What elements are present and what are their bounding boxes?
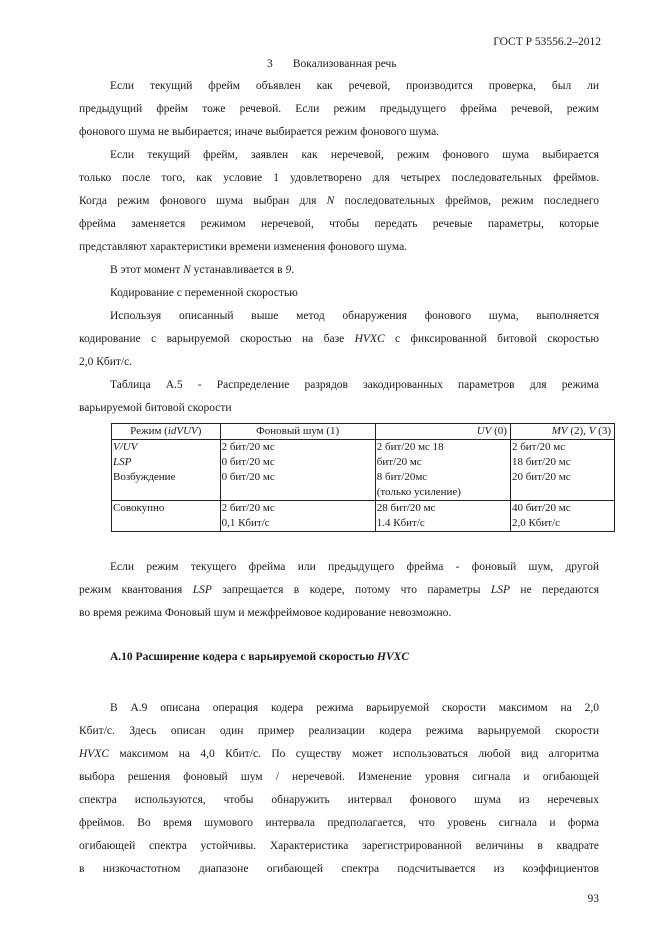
bit-allocation-table bbox=[111, 423, 615, 532]
cell-line: 28 бит/20 мс bbox=[376, 502, 436, 514]
table-cell bbox=[510, 440, 614, 501]
text-segment: В этот момент bbox=[110, 264, 184, 276]
paragraph-line: в низкочастотном диапазоне огибающей спектра подсчитывается из коэффициентов bbox=[79, 863, 599, 875]
paragraph-line: только после того, как условие 1 удовлетворено для четырех последовательных фреймов. bbox=[79, 172, 599, 184]
cell-line: 1.4 Кбит/с bbox=[376, 517, 425, 529]
variable: LSP bbox=[490, 584, 511, 596]
paragraph-line: В А.9 описана операция кодера режима варьируемой скорости максимом на 2,0 bbox=[110, 702, 599, 714]
cell-line: V/UV bbox=[113, 441, 138, 453]
table-caption: варьируемой битовой скорости bbox=[79, 402, 232, 414]
paragraph-line: огибающей спектра устойчивы. Характеристика зарегистрированной величины в квадрате bbox=[79, 840, 599, 852]
header-cell-mv-v bbox=[510, 424, 614, 440]
cell-line: 0,1 Кбит/с bbox=[221, 517, 270, 529]
cell-line: бит/20 мс bbox=[376, 456, 422, 468]
number: 9 bbox=[285, 264, 292, 276]
paragraph-line bbox=[79, 194, 599, 209]
cell-line: 2 бит/20 мс bbox=[221, 441, 275, 453]
cell-line: 8 бит/20мс bbox=[376, 471, 428, 483]
paragraph-line bbox=[79, 332, 599, 347]
header-cell-background-noise: Фоновый шум (1) bbox=[220, 424, 375, 440]
cell-line: 2,0 Кбит/с bbox=[511, 517, 561, 529]
table-cell bbox=[375, 440, 510, 501]
text-segment: последовательных фреймов, режим последнего bbox=[334, 195, 600, 207]
text-segment: . bbox=[291, 264, 295, 276]
text-segment: (3) bbox=[595, 425, 611, 437]
text-segment: режим квантования bbox=[79, 584, 193, 596]
text-segment: (0) bbox=[491, 425, 507, 437]
variable: MV bbox=[551, 425, 568, 437]
paragraph-line: спектра используются, чтобы обнаружить интервал фонового шума из неречевых bbox=[79, 794, 599, 806]
text-segment: (2), bbox=[567, 425, 589, 437]
table-cell bbox=[112, 440, 221, 501]
cell-line: (только усиление) bbox=[376, 486, 461, 498]
table-cell bbox=[220, 440, 375, 501]
text-segment: Когда режим фонового шума выбран для bbox=[79, 195, 327, 207]
paragraph-line: Если текущий фрейм, заявлен как неречевой, режим фонового шума выбирается bbox=[110, 149, 599, 161]
subsection-title: Кодирование с переменной скоростью bbox=[110, 287, 298, 299]
document-standard-header: ГОСТ Р 53556.2–2012 bbox=[493, 36, 601, 48]
variable: V bbox=[588, 425, 596, 437]
cell-line: 20 бит/20 мс bbox=[511, 471, 571, 483]
variable: N bbox=[326, 195, 335, 207]
paragraph-line: 2,0 Кбит/с. bbox=[79, 356, 133, 368]
cell-line: LSP bbox=[113, 456, 132, 468]
variable: N bbox=[183, 264, 191, 276]
header-cell-mode bbox=[112, 424, 221, 440]
text-segment: максимом на 4,0 Кбит/с. По существу может использоваться любой вид алгоритма bbox=[109, 748, 599, 760]
paragraph-line bbox=[110, 263, 294, 278]
text-segment: устанавливается в bbox=[190, 264, 286, 276]
table-header-row bbox=[112, 424, 615, 440]
variable: UV bbox=[476, 425, 492, 437]
paragraph-line: Используя описанный выше метод обнаружения фонового шума, выполняется bbox=[110, 310, 599, 322]
cell-line: 18 бит/20 мс bbox=[511, 456, 571, 468]
variable: LSP bbox=[192, 584, 212, 596]
paragraph-line: во время режима Фоновый шум и межфреймовое кодирование невозможно. bbox=[79, 607, 452, 619]
codec-name: HVXC bbox=[354, 333, 385, 345]
table-cell bbox=[375, 501, 510, 532]
paragraph-line: Если режим текущего фрейма или предыдущего фрейма - фоновый шум, другой bbox=[110, 561, 599, 573]
table-row bbox=[112, 501, 615, 532]
page-number: 93 bbox=[587, 893, 599, 905]
header-cell-uv bbox=[375, 424, 510, 440]
table-row bbox=[112, 440, 615, 501]
variable: idVUV bbox=[167, 425, 198, 437]
codec-name: HVXC bbox=[79, 748, 110, 760]
cell-line: Возбуждение bbox=[113, 471, 176, 483]
text-segment: кодирование с варьируемой скоростью на базе bbox=[79, 333, 355, 345]
table-caption: Таблица А.5 - Распределение разрядов закодированных параметров для режима bbox=[110, 379, 599, 391]
table-cell bbox=[220, 501, 375, 532]
section-title: 3 Вокализованная речь bbox=[267, 58, 397, 70]
paragraph-line: выбора решения фоновый шум / неречевой. Изменение уровня сигнала и огибающей bbox=[79, 771, 599, 783]
paragraph-line: предыдущий фрейм тоже речевой. Если режим предыдущего фрейма речевой, режим bbox=[79, 103, 599, 115]
cell-line: 2 бит/20 мс bbox=[511, 441, 566, 453]
text-segment: Режим ( bbox=[130, 425, 168, 437]
paragraph-line: фреймов. Во время шумового интервала предполагается, что уровень сигнала и форма bbox=[79, 817, 599, 829]
table-cell bbox=[112, 501, 221, 532]
paragraph-line: Кбит/с. Здесь описан один пример реализации кодера режима варьируемой скорости bbox=[79, 725, 599, 737]
table-cell bbox=[510, 501, 614, 532]
cell-line: 2 бит/20 мс 18 bbox=[376, 441, 444, 453]
paragraph-line bbox=[79, 747, 599, 762]
heading-text: А.10 Расширение кодера с варьируемой скоростью bbox=[110, 651, 378, 663]
cell-line: 40 бит/20 мс bbox=[511, 502, 571, 514]
paragraph-line bbox=[79, 583, 599, 598]
cell-line: 0 бит/20 мс bbox=[221, 471, 275, 483]
paragraph-line: Если текущий фрейм объявлен как речевой, производится проверка, был ли bbox=[110, 80, 599, 92]
cell-line: Совокупно bbox=[113, 502, 165, 514]
text-segment: не передаются bbox=[510, 584, 599, 596]
text-segment: с фиксированной битовой скоростью bbox=[384, 333, 600, 345]
section-heading bbox=[110, 650, 409, 665]
paragraph-line: фрейма заменяется режимом неречевой, чтобы передать речевые параметры, которые bbox=[79, 218, 599, 230]
paragraph-line: фонового шума не выбирается; иначе выбирается режим фонового шума. bbox=[79, 126, 440, 138]
cell-line: 0 бит/20 мс bbox=[221, 456, 275, 468]
text-segment: ) bbox=[197, 425, 202, 437]
codec-name: HVXC bbox=[377, 651, 409, 663]
cell-line: 2 бит/20 мс bbox=[221, 502, 275, 514]
paragraph-line: представляют характеристики времени изменения фонового шума. bbox=[79, 241, 408, 253]
text-segment: запрещается в кодере, потому что параметры bbox=[211, 584, 491, 596]
